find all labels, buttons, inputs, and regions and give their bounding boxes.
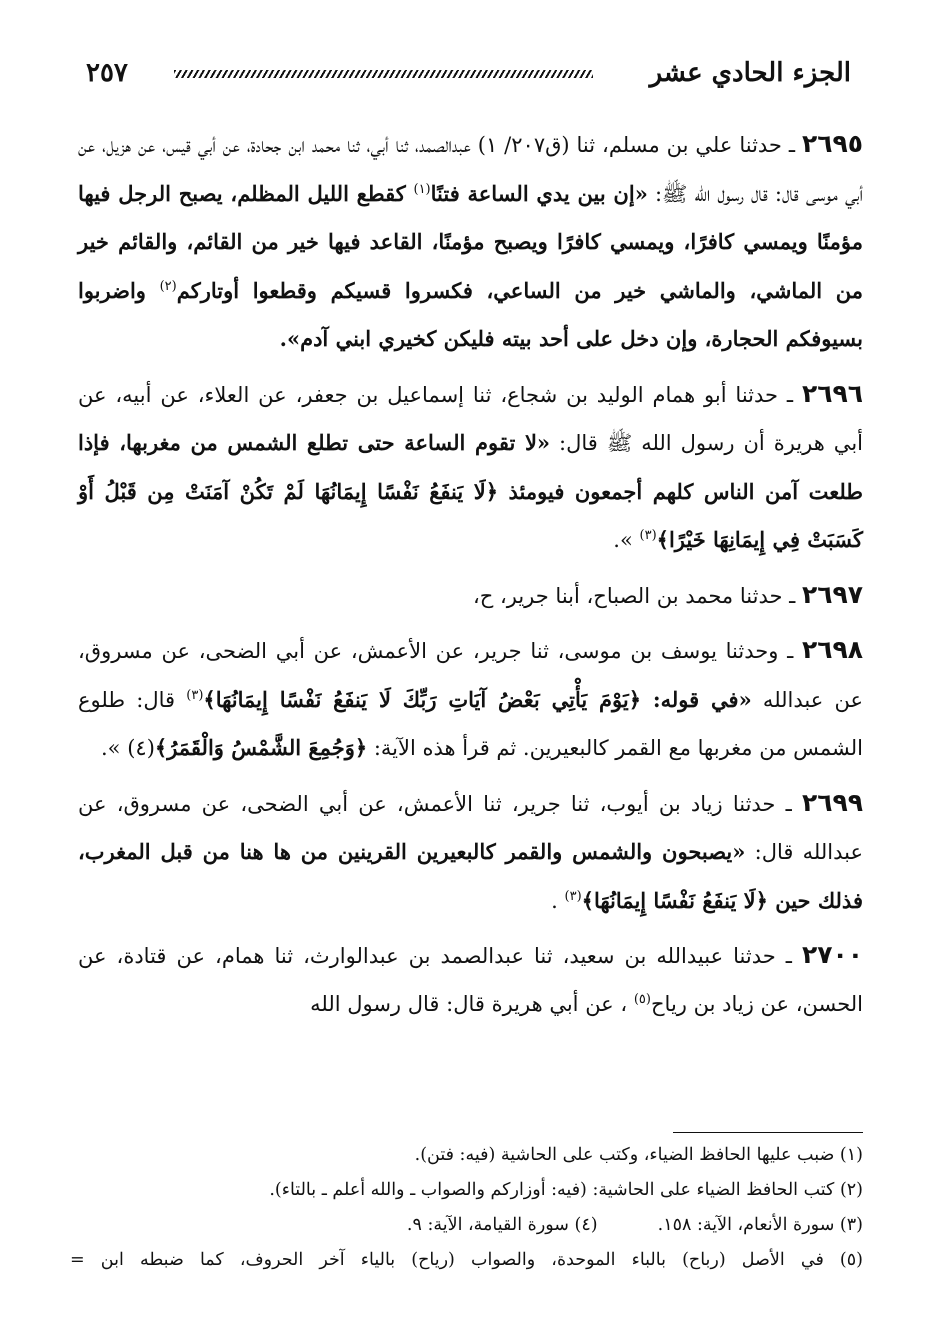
page-number: ٢٥٧	[86, 58, 128, 88]
footnote-ref: (٣)	[186, 687, 204, 703]
matn: «إن بين يدي الساعة فتنًا	[430, 180, 648, 206]
main-text	[78, 120, 863, 1028]
matn: «لا تقوم الساعة حتى تطلع الشمس من مغربها، فإذا طلعت آمن الناس كلهم أجمعون فيومئذ ﴿لَا يَنفَعُ نَفْسًا إِيمَانُهَا لَمْ تَكُنْ آمَنَتْ مِن قَبْلُ أَوْ كَسَبَتْ فِي إِيمَانِهَا خَيْرًا﴾	[78, 430, 863, 552]
hadith-number: ٢٦٩٨	[801, 635, 863, 664]
footnote-ref: (٥)	[633, 991, 651, 1007]
footnote-2: (٢) كتب الحافظ الضياء على الحاشية: (فيه: أوزاركم والصواب ـ والله أعلم ـ بالتاء).	[269, 1180, 863, 1200]
hadith-2699	[78, 779, 863, 926]
decorative-header-rule	[174, 70, 593, 78]
matn-end: (٤) ».	[101, 736, 155, 760]
footnote-ref: (٣)	[564, 888, 582, 904]
hadith-2700	[78, 931, 863, 1028]
isnad: ـ حدثنا علي بن مسلم، ثنا (ق٢٠٧/ ١) عبدالصمد، ثنا أبي، ثنا محمد ابن جحادة، عن أبي قيس، عن هزيل، عن أبي موسى قال: قال رسول الله ﷺ:	[78, 133, 864, 206]
matn: واضربوا بسيوفكم الحجارة، وإن دخل على أحد بيته فليكن كخيري ابني آدم».	[78, 277, 863, 351]
footnote-3-4	[70, 1208, 863, 1243]
hadith-number: ٢٧٠٠	[801, 940, 863, 969]
footnote-3: (٣) سورة الأنعام، الآية: ١٥٨.	[657, 1215, 863, 1235]
hadith-number: ٢٦٩٧	[801, 579, 863, 609]
matn: ﴿وَجُمِعَ الشَّمْسُ وَالْقَمَرُ﴾	[154, 735, 368, 760]
running-title: الجزء الحادي عشر	[649, 58, 851, 88]
isnad: ـ حدثنا أبو همام الوليد بن شجاع، ثنا إسماعيل بن جعفر، عن العلاء، عن أبيه، عن أبي هريرة أن رسول الله ﷺ قال:	[78, 382, 863, 455]
hadith-2695	[78, 120, 863, 364]
footnote-ref: (١)	[413, 181, 431, 197]
hadith-2698	[78, 626, 863, 773]
footnote-ref: (٢)	[159, 278, 177, 294]
matn: «في قوله: ﴿يَوْمَ يَأْتِي بَعْضُ آيَاتِ رَبِّكَ لَا يَنفَعُ نَفْسًا إِيمَانُهَا﴾	[203, 686, 752, 712]
footnote-separator	[673, 1132, 863, 1133]
isnad: ـ حدثنا زياد بن أيوب، ثنا جرير، ثنا الأعمش، عن أبي الضحى، عن مسروق، عن عبدالله قال:	[78, 791, 863, 864]
footnote-5: (٥) في الأصل (رباح) بالباء الموحدة، والصواب (رياح) بالياء آخر الحروف، كما ضبطه ابن =	[70, 1250, 863, 1270]
isnad: ـ حدثنا محمد بن الصباح، أبنا جرير، ح،	[472, 583, 802, 608]
footnote-ref: (٣)	[639, 528, 657, 543]
isnad-continued: ، عن أبي هريرة قال: قال رسول الله	[310, 991, 634, 1016]
hadith-2696	[78, 370, 863, 565]
hadith-2697	[78, 571, 863, 621]
footnote-1: (١) ضبب عليها الحافظ الضياء، وكتب على الحاشية (فيه: فتن).	[414, 1145, 863, 1165]
isnad: ـ حدثنا عبيدالله بن سعيد، ثنا عبدالصمد بن عبدالوارث، ثنا همام، عن قتادة، عن الحسن، عن زياد بن رياح	[78, 944, 863, 1016]
isnad: ـ وحدثنا يوسف بن موسى، ثنا جرير، عن الأعمش، عن أبي الضحى، عن مسروق، عن عبدالله	[78, 639, 864, 712]
matn-end: ».	[613, 528, 640, 552]
footnotes	[70, 1138, 863, 1278]
hadith-number: ٢٦٩٩	[801, 787, 863, 817]
page-header	[86, 58, 851, 98]
matn-plain: قال: طلوع الشمس من مغربها مع القمر كالبعيرين. ثم قرأ هذه الآية:	[78, 687, 863, 760]
matn: «يصبحون والشمس والقمر كالبعيرين القرينين من ها هنا من قبل المغرب، فذلك حين ﴿لَا يَنفَعُ نَفْسًا إِيمَانُهَا﴾	[78, 839, 863, 913]
hadith-number: ٢٦٩٦	[801, 378, 863, 408]
footnote-4: (٤) سورة القيامة، الآية: ٩.	[406, 1215, 598, 1235]
hadith-number: ٢٦٩٥	[801, 129, 863, 158]
matn-end: .	[551, 888, 565, 913]
matn: كقطع الليل المظلم، يصبح الرجل فيها مؤمنًا ويمسي كافرًا، ويمسي كافرًا ويصبح مؤمنًا، القاعد فيها خير من القائم، والقائم خير من الماشي، والماشي خير من الساعي، فكسروا قسيكم وقطعوا أوتاركم	[78, 180, 863, 303]
